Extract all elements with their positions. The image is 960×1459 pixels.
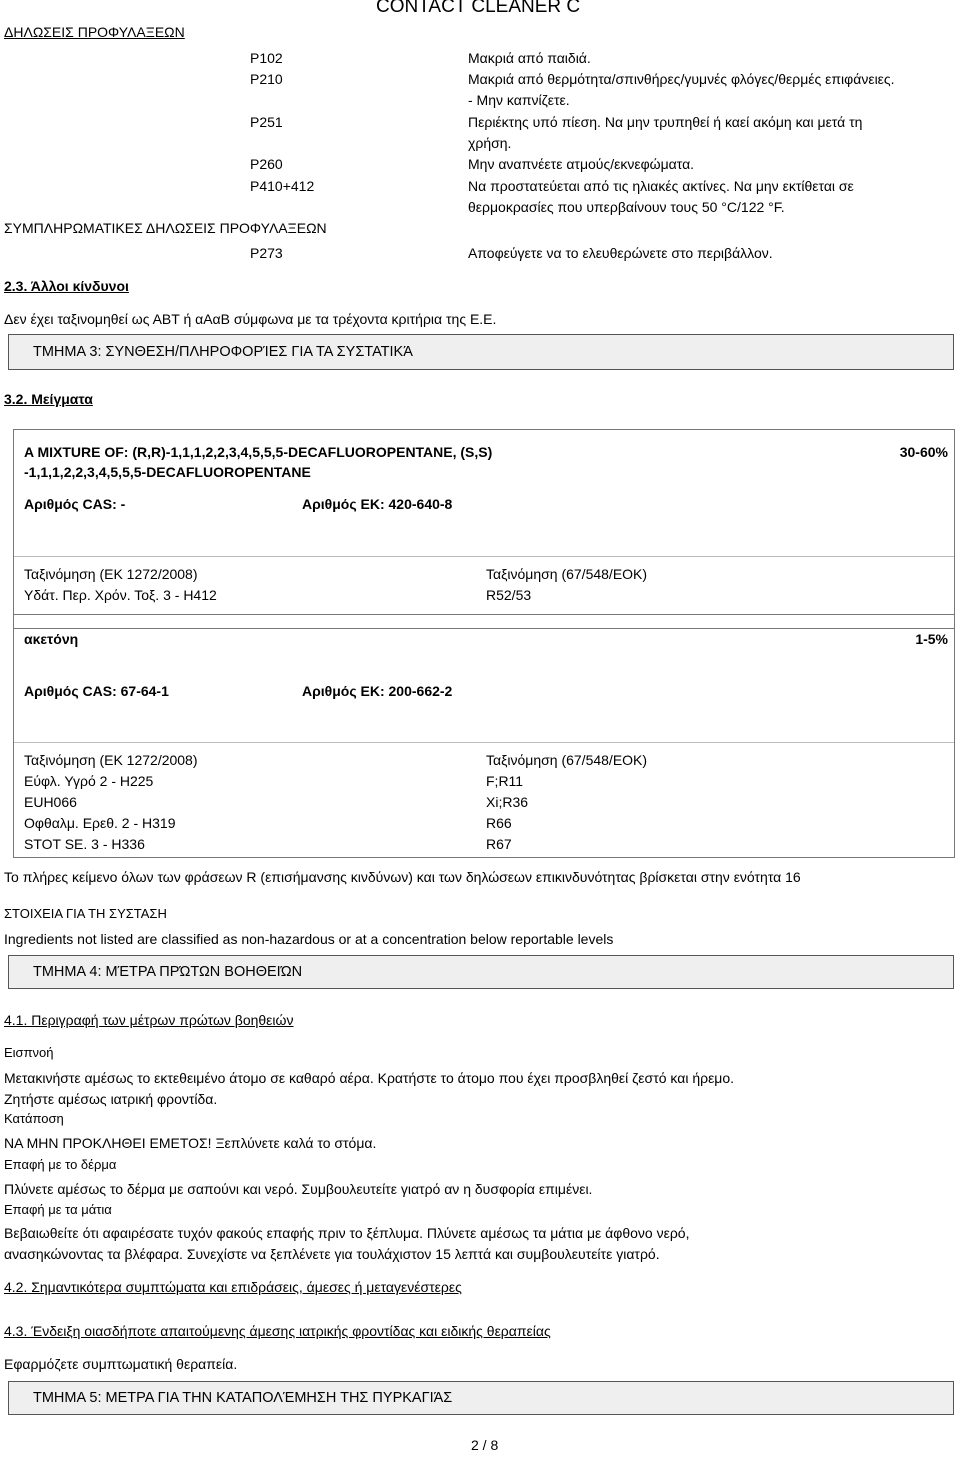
skin-contact-text: Πλύνετε αμέσως το δέρμα με σαπούνι και νερό. Συμβουλευτείτε γιατρό αν η δυσφορία επιμένει. [4,1181,593,1197]
mixtures-heading: 3.2. Μείγματα [4,391,93,407]
eye-contact-text: Βεβαιωθείτε ότι αφαιρέσατε τυχόν φακούς επαφής πριν το ξέπλυμα. Πλύνετε αμέσως τα μάτια με άφθονο νερό, [4,1225,690,1241]
precaution-text: Περιέκτης υπό πίεση. Να μην τρυπηθεί ή καεί ακόμη και μετά τη [468,114,863,130]
composition-info-text: Ingredients not listed are classified as non-hazardous or at a concentration below reportable levels [4,931,614,947]
composition-info-heading: ΣΤΟΙΧΕΙΑ ΓΙΑ ΤΗ ΣΥΣΤΑΣΗ [4,906,167,921]
inhalation-label: Εισπνοή [4,1045,54,1060]
divider [14,742,954,743]
inhalation-text: Ζητήστε αμέσως ιατρική φροντίδα. [4,1091,218,1107]
precaution-code: P410+412 [250,178,315,194]
ingredient-percent: 30-60% [899,444,948,460]
page-number: 2 / 8 [471,1437,499,1453]
inhalation-text: Μετακινήστε αμέσως το εκτεθειμένο άτομο σε καθαρό αέρα. Κρατήστε το άτομο που έχει προσβληθεί ζεστό και ήρεμο. [4,1070,735,1086]
supplementary-statements-label: ΣΥΜΠΛΗΡΩΜΑΤΙΚΕΣ ΔΗΛΩΣΕΙΣ ΠΡΟΦΥΛΑΞΕΩΝ [4,220,327,236]
precautionary-statements-label: ΔΗΛΩΣΕΙΣ ΠΡΟΦΥΛΑΞΕΩΝ [4,24,185,40]
ec-number: Αριθμός ΕΚ: 200-662-2 [302,683,453,699]
divider [14,556,954,557]
precaution-text: Αποφεύγετε να το ελευθερώνετε στο περιβάλλον. [468,245,773,261]
skin-contact-label: Επαφή με το δέρμα [4,1157,117,1172]
clp-heading: Ταξινόμηση (ΕΚ 1272/2008) [24,566,198,582]
other-hazards-text: Δεν έχει ταξινομηθεί ως ΑΒΤ ή αΑαΒ σύμφωνα με τα τρέχοντα κριτήρια της Ε.Ε. [4,311,497,327]
treatment-text: Εφαρμόζετε συμπτωματική θεραπεία. [4,1356,238,1372]
precaution-code: P210 [250,71,283,87]
first-aid-heading: 4.1. Περιγραφή των μέτρων πρώτων βοηθειών [4,1012,294,1028]
ingredient-name: A MIXTURE OF: (R,R)-1,1,1,2,2,3,4,5,5,5-DECAFLUOROPENTANE, (S,S) [24,444,493,460]
symptoms-heading: 4.2. Σημαντικότερα συμπτώματα και επιδράσεις, άμεσες ή μεταγενέστερες [4,1279,462,1295]
precaution-text: Μην αναπνέετε ατμούς/εκνεφώματα. [468,156,695,172]
clp-class: Υδάτ. Περ. Χρόν. Τοξ. 3 - H412 [24,587,217,603]
precaution-code: P260 [250,156,283,172]
dsd-class: R66 [486,815,512,831]
document-title: CONTACT CLEANER C [376,0,581,17]
section-5-title: ΤΜΗΜΑ 5: ΜΕΤΡΑ ΓΙΑ ΤΗΝ ΚΑΤΑΠΟΛΈΜΗΣΗ ΤΗΣ ΠΥΡΚΑΓΙΆΣ [33,1390,453,1406]
medical-attention-heading: 4.3. Ένδειξη οιασδήποτε απαιτούμενης άμεσης ιατρικής φροντίδας και ειδικής θεραπείας [4,1323,551,1339]
cas-number: Αριθμός CAS: 67-64-1 [24,683,169,699]
precaution-text: θερμοκρασίες που υπερβαίνουν τους 50 °C/122 °F. [468,199,785,215]
ingredient-name: -1,1,1,2,2,3,4,5,5,5-DECAFLUOROPENTANE [24,464,311,480]
section-4-title: ΤΜΗΜΑ 4: ΜΈΤΡΑ ΠΡΏΤΩΝ ΒΟΗΘΕΙΏΝ [33,964,303,980]
dsd-heading: Ταξινόμηση (67/548/ΕΟΚ) [486,566,648,582]
ingestion-label: Κατάποση [4,1111,64,1126]
dsd-class: R67 [486,836,512,852]
divider [14,614,954,615]
ingestion-text: ΝΑ ΜΗΝ ΠΡΟΚΛΗΘΕΙ ΕΜΕΤΟΣ! Ξεπλύνετε καλά το στόμα. [4,1135,377,1151]
eye-contact-label: Επαφή με τα μάτια [4,1202,112,1217]
clp-class: EUH066 [24,794,77,810]
full-text-note: Το πλήρες κείμενο όλων των φράσεων R (επισήμανσης κινδύνων) και των δηλώσεων επικινδυνότητας βρίσκεται στην ενότητα 16 [4,869,801,885]
precaution-text: Να προστατεύεται από τις ηλιακές ακτίνες. Να μην εκτίθεται σε [468,178,854,194]
precaution-code: P102 [250,50,283,66]
dsd-class: R52/53 [486,587,532,603]
clp-class: Εύφλ. Υγρό 2 - H225 [24,773,154,789]
ingredient-name: ακετόνη [24,631,79,647]
clp-class: STOT SE. 3 - H336 [24,836,145,852]
dsd-heading: Ταξινόμηση (67/548/ΕΟΚ) [486,752,648,768]
clp-class: Οφθαλμ. Ερεθ. 2 - H319 [24,815,176,831]
section-3-bar [8,334,954,370]
eye-contact-text: ανασηκώνοντας τα βλέφαρα. Συνεχίστε να ξεπλένετε για τουλάχιστον 15 λεπτά και συμβουλευτείτε γιατρό. [4,1246,660,1262]
ingredient-percent: 1-5% [915,631,948,647]
section-3-title: ΤΜΗΜΑ 3: ΣΥΝΘΕΣΗ/ΠΛΗΡΟΦΟΡΊΕΣ ΓΙΑ ΤΑ ΣΥΣΤΑΤΙΚΆ [33,344,413,360]
ec-number: Αριθμός ΕΚ: 420-640-8 [302,496,453,512]
precaution-text: Μακριά από παιδιά. [468,50,591,66]
precaution-code: P273 [250,245,283,261]
section-5-bar [8,1381,954,1415]
cas-number: Αριθμός CAS: - [24,496,126,512]
section-4-bar [8,955,954,989]
dsd-class: Xi;R36 [486,794,529,810]
clp-heading: Ταξινόμηση (ΕΚ 1272/2008) [24,752,198,768]
precaution-text: - Μην καπνίζετε. [468,92,570,108]
precaution-text: Μακριά από θερμότητα/σπινθήρες/γυμνές φλόγες/θερμές επιφάνειες. [468,71,895,87]
precaution-text: χρήση. [468,135,512,151]
dsd-class: F;R11 [486,773,524,789]
precaution-code: P251 [250,114,283,130]
other-hazards-heading: 2.3. Άλλοι κίνδυνοι [4,278,129,294]
